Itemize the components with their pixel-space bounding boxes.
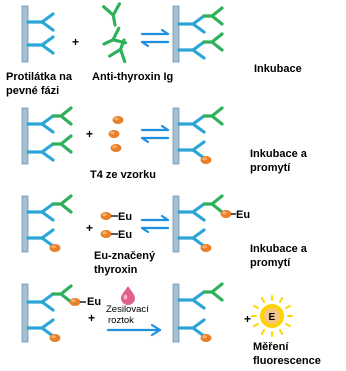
plus-sign: + xyxy=(244,312,252,326)
row-4 xyxy=(22,284,321,367)
reagent-label: Anti-thyroxin Ig xyxy=(92,71,174,83)
antibody-complex xyxy=(28,108,71,132)
antibody-with-t4 xyxy=(179,230,212,252)
reagent-label: Eu-značený xyxy=(94,250,156,262)
row-3 xyxy=(22,196,308,276)
reagent-label: thyroxin xyxy=(94,264,138,276)
antibody-with-t4 xyxy=(179,320,212,342)
antibody-complex xyxy=(179,108,222,132)
antibody-complex xyxy=(28,196,71,220)
antibody-with-t4 xyxy=(179,142,212,164)
plus-sign: + xyxy=(72,35,80,49)
step-label: Měření xyxy=(253,341,289,353)
equilibrium-arrows-icon xyxy=(142,126,168,142)
plus-sign: + xyxy=(86,127,94,141)
eu-tag: Eu xyxy=(118,229,133,241)
reagent-label: T4 ze vzorku xyxy=(90,169,157,181)
eu-tag: Eu xyxy=(236,209,251,221)
equilibrium-arrows-icon xyxy=(142,216,168,232)
fluorescence-burst-icon xyxy=(252,296,292,336)
eu-tag: Eu xyxy=(87,296,102,308)
reagent-label: roztok xyxy=(108,315,134,326)
eu-center-letter: E xyxy=(268,312,276,323)
equilibrium-arrows-icon xyxy=(142,30,168,46)
antibody-with-t4 xyxy=(28,320,61,342)
eu-labelled-thyroxin xyxy=(101,211,133,241)
antibody-complex xyxy=(28,136,71,160)
antibody-blue xyxy=(28,14,53,30)
solid-phase-plate xyxy=(173,108,179,164)
antibody-blue xyxy=(28,37,53,53)
reagent-label: Zesilovací xyxy=(106,304,149,315)
t4-molecules xyxy=(109,116,124,152)
antibody-with-t4 xyxy=(28,230,61,252)
eu-tag: Eu xyxy=(118,211,133,223)
step-label: Inkubace a xyxy=(250,243,307,255)
antibody-complex-eu xyxy=(179,196,250,221)
plus-sign: + xyxy=(86,221,94,235)
plus-sign: + xyxy=(88,311,96,325)
solid-phase-plate xyxy=(173,196,179,252)
solid-phase-plate xyxy=(22,196,28,252)
solid-phase-plate xyxy=(173,6,179,62)
solid-phase-label: pevné fázi xyxy=(6,85,60,97)
step-label: promytí xyxy=(250,162,291,174)
solid-phase-plate xyxy=(173,284,179,342)
solid-phase-plate xyxy=(22,284,28,342)
solid-phase-plate xyxy=(22,108,28,164)
row-2 xyxy=(22,108,308,181)
step-label: Inkubace a xyxy=(250,148,307,160)
step-label: Inkubace xyxy=(254,63,302,75)
antibody-complex xyxy=(179,8,222,32)
droplet-icon xyxy=(121,286,135,305)
row-1 xyxy=(6,4,302,97)
forward-arrow-icon xyxy=(108,325,160,335)
solid-phase-label: Protilátka na xyxy=(6,71,73,83)
antibody-complex xyxy=(179,34,222,58)
step-label: promytí xyxy=(250,257,291,269)
solid-phase-plate xyxy=(22,6,28,62)
step-label: fluorescence xyxy=(253,355,321,367)
antibody-green-free xyxy=(101,4,132,62)
antibody-complex xyxy=(179,284,222,308)
antibody-complex-eu xyxy=(28,286,101,310)
